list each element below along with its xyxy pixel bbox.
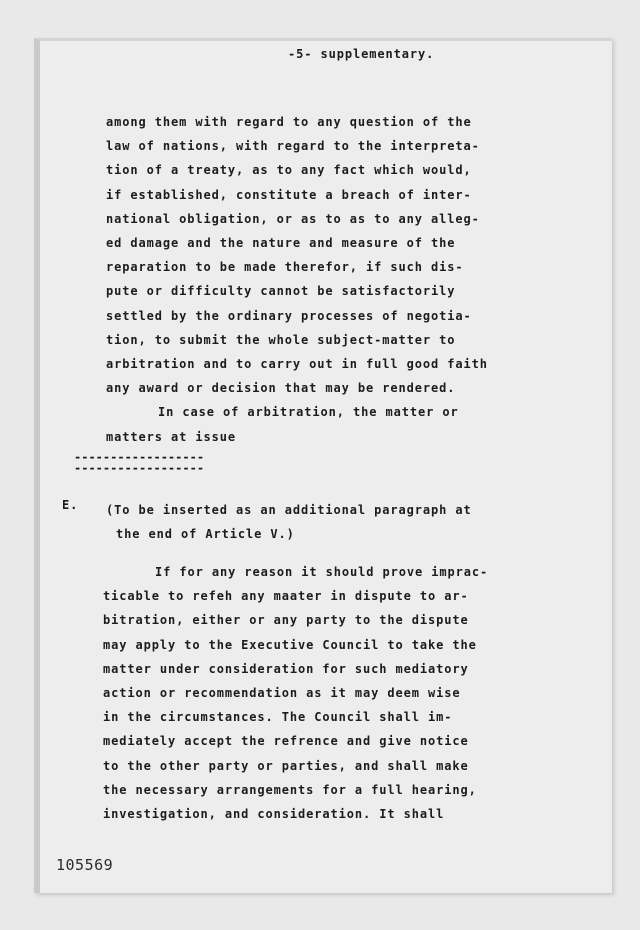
dash-line: ------------------ [74, 461, 205, 475]
text-line: may apply to the Executive Council to take the [103, 637, 477, 652]
text-line: reparation to be made therefor, if such dis- [106, 260, 464, 275]
text-line: In case of arbitration, the matter or [158, 405, 459, 420]
text-line: tion of a treaty, as to any fact which would, [106, 163, 472, 178]
text-line: action or recommendation as it may deem wise [103, 686, 461, 701]
dash-line: ------------------ [74, 450, 205, 464]
text-line: national obligation, or as to as to any alleg- [106, 211, 480, 226]
text-line: bitration, either or any party to the dispute [103, 613, 469, 628]
text-line: matter under consideration for such mediatory [103, 661, 469, 676]
text-line: law of nations, with regard to the interpreta- [106, 139, 480, 154]
text-line: to the other party or parties, and shall make [103, 758, 469, 773]
text-line: if established, constitute a breach of inter- [106, 187, 472, 202]
page-header: -5- supplementary. [288, 47, 435, 61]
section-letter: E. [62, 498, 79, 512]
section-heading [106, 498, 472, 546]
text-line: ticable to refeh any maater in dispute to ar- [103, 589, 469, 604]
text-line: ed damage and the nature and measure of the [106, 236, 456, 251]
section-body [103, 560, 488, 826]
text-line: arbitration and to carry out in full good faith [106, 357, 488, 372]
text-line: any award or decision that may be rendered. [106, 381, 456, 396]
heading-line: the end of Article V.) [116, 527, 295, 541]
passage-one [106, 110, 488, 449]
text-line: mediately accept the refrence and give notice [103, 734, 469, 749]
text-line: in the circumstances. The Council shall im- [103, 710, 453, 725]
heading-line: (To be inserted as an additional paragraph at [106, 503, 472, 517]
text-line: settled by the ordinary processes of negotia- [106, 308, 472, 323]
text-line: tion, to submit the whole subject-matter to [106, 332, 456, 347]
text-line: among them with regard to any question of the [106, 115, 472, 129]
text-line: investigation, and consideration. It shall [103, 807, 445, 822]
document-number: 105569 [56, 856, 114, 874]
separator-rule [74, 452, 204, 474]
text-line: matters at issue [106, 429, 236, 444]
text-line: If for any reason it should prove imprac- [155, 565, 489, 579]
text-line: the necessary arrangements for a full hearing, [103, 782, 477, 797]
text-line: pute or difficulty cannot be satisfactorily [106, 284, 456, 299]
